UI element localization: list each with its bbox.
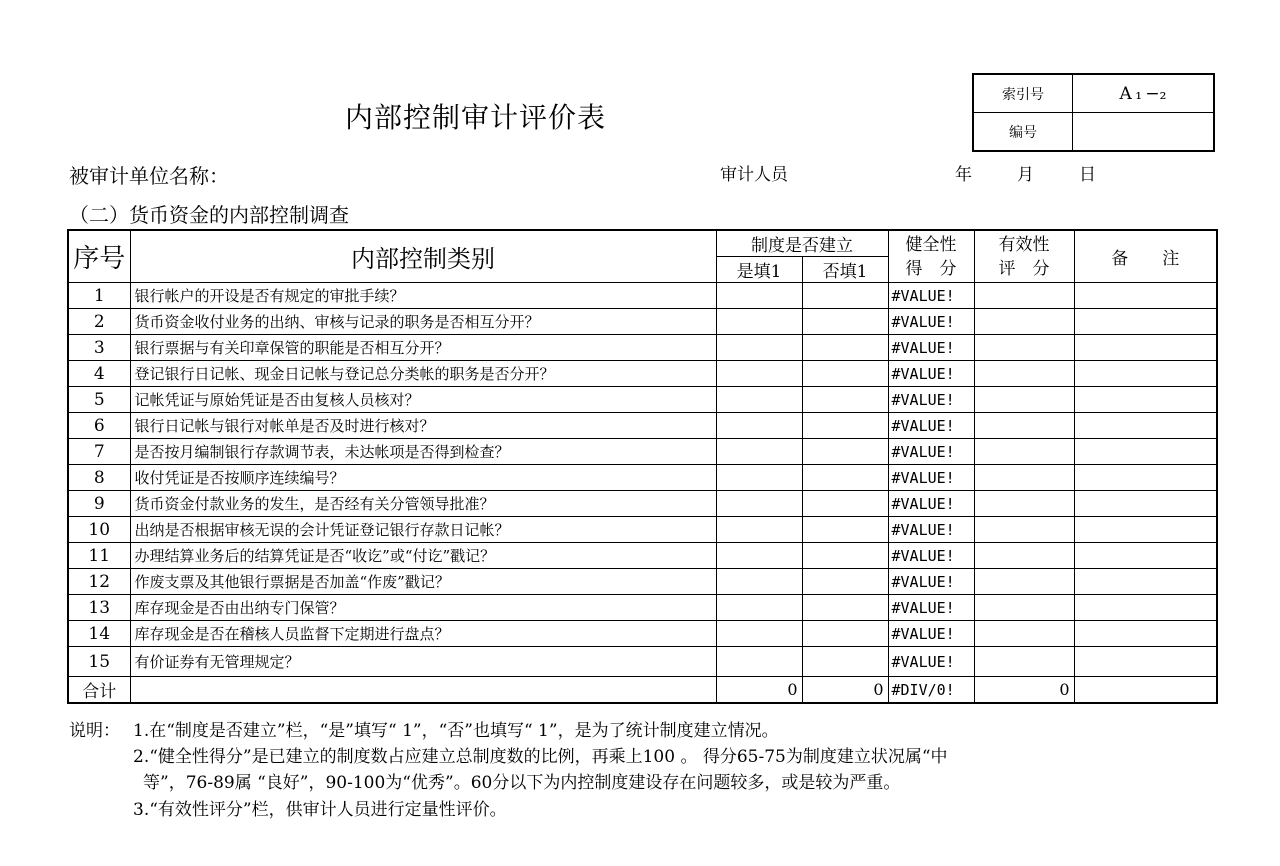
table-row [68,283,1217,309]
table-row [68,569,1217,595]
row-completeness-score: #VALUE! [888,283,974,309]
row-yes-cell[interactable] [716,309,802,335]
header-no-fill: 否填1 [802,257,888,283]
table-row [68,647,1217,677]
table-row [68,517,1217,543]
row-yes-cell[interactable] [716,413,802,439]
total-effectiveness: 0 [974,677,1074,704]
row-completeness-score: #VALUE! [888,361,974,387]
row-yes-cell[interactable] [716,387,802,413]
row-remarks-cell[interactable] [1074,465,1217,491]
number-label: 编号 [974,113,1073,150]
table-row [68,335,1217,361]
table-row [68,465,1217,491]
row-no-cell[interactable] [802,387,888,413]
row-yes-cell[interactable] [716,335,802,361]
table-row [68,361,1217,387]
row-no-cell[interactable] [802,517,888,543]
section-title: （二）货币资金的内部控制调查 [69,203,349,227]
row-item: 登记银行日记帐、现金日记帐与登记总分类帐的职务是否分开？ [130,361,716,387]
row-no-cell[interactable] [802,595,888,621]
row-completeness-score: #VALUE! [888,335,974,361]
row-item: 库存现金是否由出纳专门保管？ [130,595,716,621]
row-item: 作废支票及其他银行票据是否加盖“作废”戳记？ [130,569,716,595]
row-number: 4 [68,361,130,387]
row-yes-cell[interactable] [716,283,802,309]
header-effectiveness-line2: 评 分 [998,258,1050,279]
row-effectiveness-cell[interactable] [974,309,1074,335]
row-completeness-score: #VALUE! [888,387,974,413]
row-no-cell[interactable] [802,647,888,677]
row-completeness-score: #VALUE! [888,413,974,439]
table-row [68,543,1217,569]
header-row-1 [68,230,1217,257]
total-label: 合计 [68,677,130,704]
row-yes-cell[interactable] [716,491,802,517]
control-table [67,229,1218,704]
row-item: 银行票据与有关印章保管的职能是否相互分开？ [130,335,716,361]
row-remarks-cell[interactable] [1074,491,1217,517]
row-number: 7 [68,439,130,465]
header-completeness [888,230,974,283]
row-effectiveness-cell[interactable] [974,283,1074,309]
row-number: 9 [68,491,130,517]
header-completeness-line2: 得 分 [905,258,957,279]
header-established: 制度是否建立 [716,230,888,257]
row-remarks-cell[interactable] [1074,413,1217,439]
row-item: 出纳是否根据审核无误的会计凭证登记银行存款日记帐？ [130,517,716,543]
row-remarks-cell[interactable] [1074,283,1217,309]
note-line-1: 1.在“制度是否建立”栏，“是”填写“ 1”，“否”也填写“ 1”，是为了统计制度建立情况。 [133,721,779,741]
date-fields [955,160,1141,185]
total-yes: 0 [716,677,802,704]
row-completeness-score: #VALUE! [888,595,974,621]
row-no-cell[interactable] [802,569,888,595]
row-remarks-cell[interactable] [1074,439,1217,465]
row-effectiveness-cell[interactable] [974,517,1074,543]
row-effectiveness-cell[interactable] [974,647,1074,677]
header-no: 序号 [68,230,130,283]
row-effectiveness-cell[interactable] [974,439,1074,465]
row-effectiveness-cell[interactable] [974,621,1074,647]
row-yes-cell[interactable] [716,517,802,543]
row-no-cell[interactable] [802,413,888,439]
row-effectiveness-cell[interactable] [974,387,1074,413]
row-remarks-cell[interactable] [1074,335,1217,361]
header-effectiveness [974,230,1074,283]
total-remarks-cell[interactable] [1074,677,1217,704]
row-yes-cell[interactable] [716,569,802,595]
row-number: 15 [68,647,130,677]
row-item: 是否按月编制银行存款调节表，未达帐项是否得到检查？ [130,439,716,465]
row-number: 8 [68,465,130,491]
row-effectiveness-cell[interactable] [974,491,1074,517]
row-item: 货币资金付款业务的发生，是否经有关分管领导批准？ [130,491,716,517]
note-line-4: 3.“有效性评分”栏，供审计人员进行定量性评价。 [133,800,507,820]
row-effectiveness-cell[interactable] [974,465,1074,491]
row-effectiveness-cell[interactable] [974,569,1074,595]
row-item: 银行帐户的开设是否有规定的审批手续？ [130,283,716,309]
index-value[interactable]: A ₁ −₂ [1073,75,1213,113]
total-completeness-score: #DIV/0! [888,677,974,704]
row-effectiveness-cell[interactable] [974,595,1074,621]
row-number: 12 [68,569,130,595]
row-number: 2 [68,309,130,335]
header-category: 内部控制类别 [130,230,716,283]
row-completeness-score: #VALUE! [888,309,974,335]
row-completeness-score: #VALUE! [888,465,974,491]
table-row [68,595,1217,621]
table-row [68,413,1217,439]
month-label: 月 [1017,165,1034,185]
row-item: 收付凭证是否按顺序连续编号？ [130,465,716,491]
row-no-cell[interactable] [802,283,888,309]
auditor-label: 审计人员 [720,165,788,185]
row-no-cell[interactable] [802,309,888,335]
row-no-cell[interactable] [802,439,888,465]
row-yes-cell[interactable] [716,621,802,647]
row-item: 银行日记帐与银行对帐单是否及时进行核对？ [130,413,716,439]
row-yes-cell[interactable] [716,543,802,569]
row-yes-cell[interactable] [716,465,802,491]
total-item-cell [130,677,716,704]
row-remarks-cell[interactable] [1074,361,1217,387]
row-yes-cell[interactable] [716,595,802,621]
day-label: 日 [1079,165,1096,185]
row-number: 13 [68,595,130,621]
row-yes-cell[interactable] [716,361,802,387]
row-number: 10 [68,517,130,543]
table-row [68,491,1217,517]
note-line-2: 2.“健全性得分”是已建立的制度数占应建立总制度数的比例，再乘上100 。 得分65-75为制度建立状况属“中 [133,747,948,767]
row-completeness-score: #VALUE! [888,569,974,595]
row-remarks-cell[interactable] [1074,595,1217,621]
audited-unit-label: 被审计单位名称： [69,164,229,188]
row-yes-cell[interactable] [716,439,802,465]
note-line-3: 等”，76-89属 “良好”，90-100为“优秀”。60分以下为内控制度建设存在问题较多，或是较为严重。 [143,773,901,793]
row-remarks-cell[interactable] [1074,517,1217,543]
page-title: 内部控制审计评价表 [345,101,607,134]
header-completeness-line1: 健全性 [905,234,957,255]
table-row [68,387,1217,413]
row-effectiveness-cell[interactable] [974,361,1074,387]
header-remarks: 备 注 [1074,230,1217,283]
row-remarks-cell[interactable] [1074,647,1217,677]
row-number: 11 [68,543,130,569]
row-no-cell[interactable] [802,491,888,517]
index-box [972,73,1215,152]
row-item: 记帐凭证与原始凭证是否由复核人员核对？ [130,387,716,413]
number-value[interactable] [1073,113,1213,150]
notes-label: 说明： [69,721,120,741]
total-no: 0 [802,677,888,704]
row-effectiveness-cell[interactable] [974,335,1074,361]
table-row [68,439,1217,465]
total-row [68,677,1217,704]
row-item: 有价证券有无管理规定？ [130,647,716,677]
year-label: 年 [955,165,972,185]
row-completeness-score: #VALUE! [888,439,974,465]
row-completeness-score: #VALUE! [888,647,974,677]
row-number: 3 [68,335,130,361]
row-completeness-score: #VALUE! [888,491,974,517]
row-remarks-cell[interactable] [1074,543,1217,569]
row-effectiveness-cell[interactable] [974,543,1074,569]
table-row [68,309,1217,335]
row-no-cell[interactable] [802,621,888,647]
index-label: 索引号 [974,75,1073,113]
row-no-cell[interactable] [802,465,888,491]
row-remarks-cell[interactable] [1074,309,1217,335]
row-remarks-cell[interactable] [1074,621,1217,647]
row-no-cell[interactable] [802,543,888,569]
row-no-cell[interactable] [802,361,888,387]
header-yes: 是填1 [716,257,802,283]
row-completeness-score: #VALUE! [888,517,974,543]
row-no-cell[interactable] [802,335,888,361]
row-number: 14 [68,621,130,647]
row-remarks-cell[interactable] [1074,569,1217,595]
header-effectiveness-line1: 有效性 [998,234,1050,255]
row-number: 6 [68,413,130,439]
row-yes-cell[interactable] [716,647,802,677]
row-completeness-score: #VALUE! [888,621,974,647]
table-row [68,621,1217,647]
row-completeness-score: #VALUE! [888,543,974,569]
row-effectiveness-cell[interactable] [974,413,1074,439]
row-item: 货币资金收付业务的出纳、审核与记录的职务是否相互分开？ [130,309,716,335]
row-number: 1 [68,283,130,309]
row-number: 5 [68,387,130,413]
row-item: 办理结算业务后的结算凭证是否“收讫”或“付讫”戳记？ [130,543,716,569]
row-item: 库存现金是否在稽核人员监督下定期进行盘点？ [130,621,716,647]
row-remarks-cell[interactable] [1074,387,1217,413]
